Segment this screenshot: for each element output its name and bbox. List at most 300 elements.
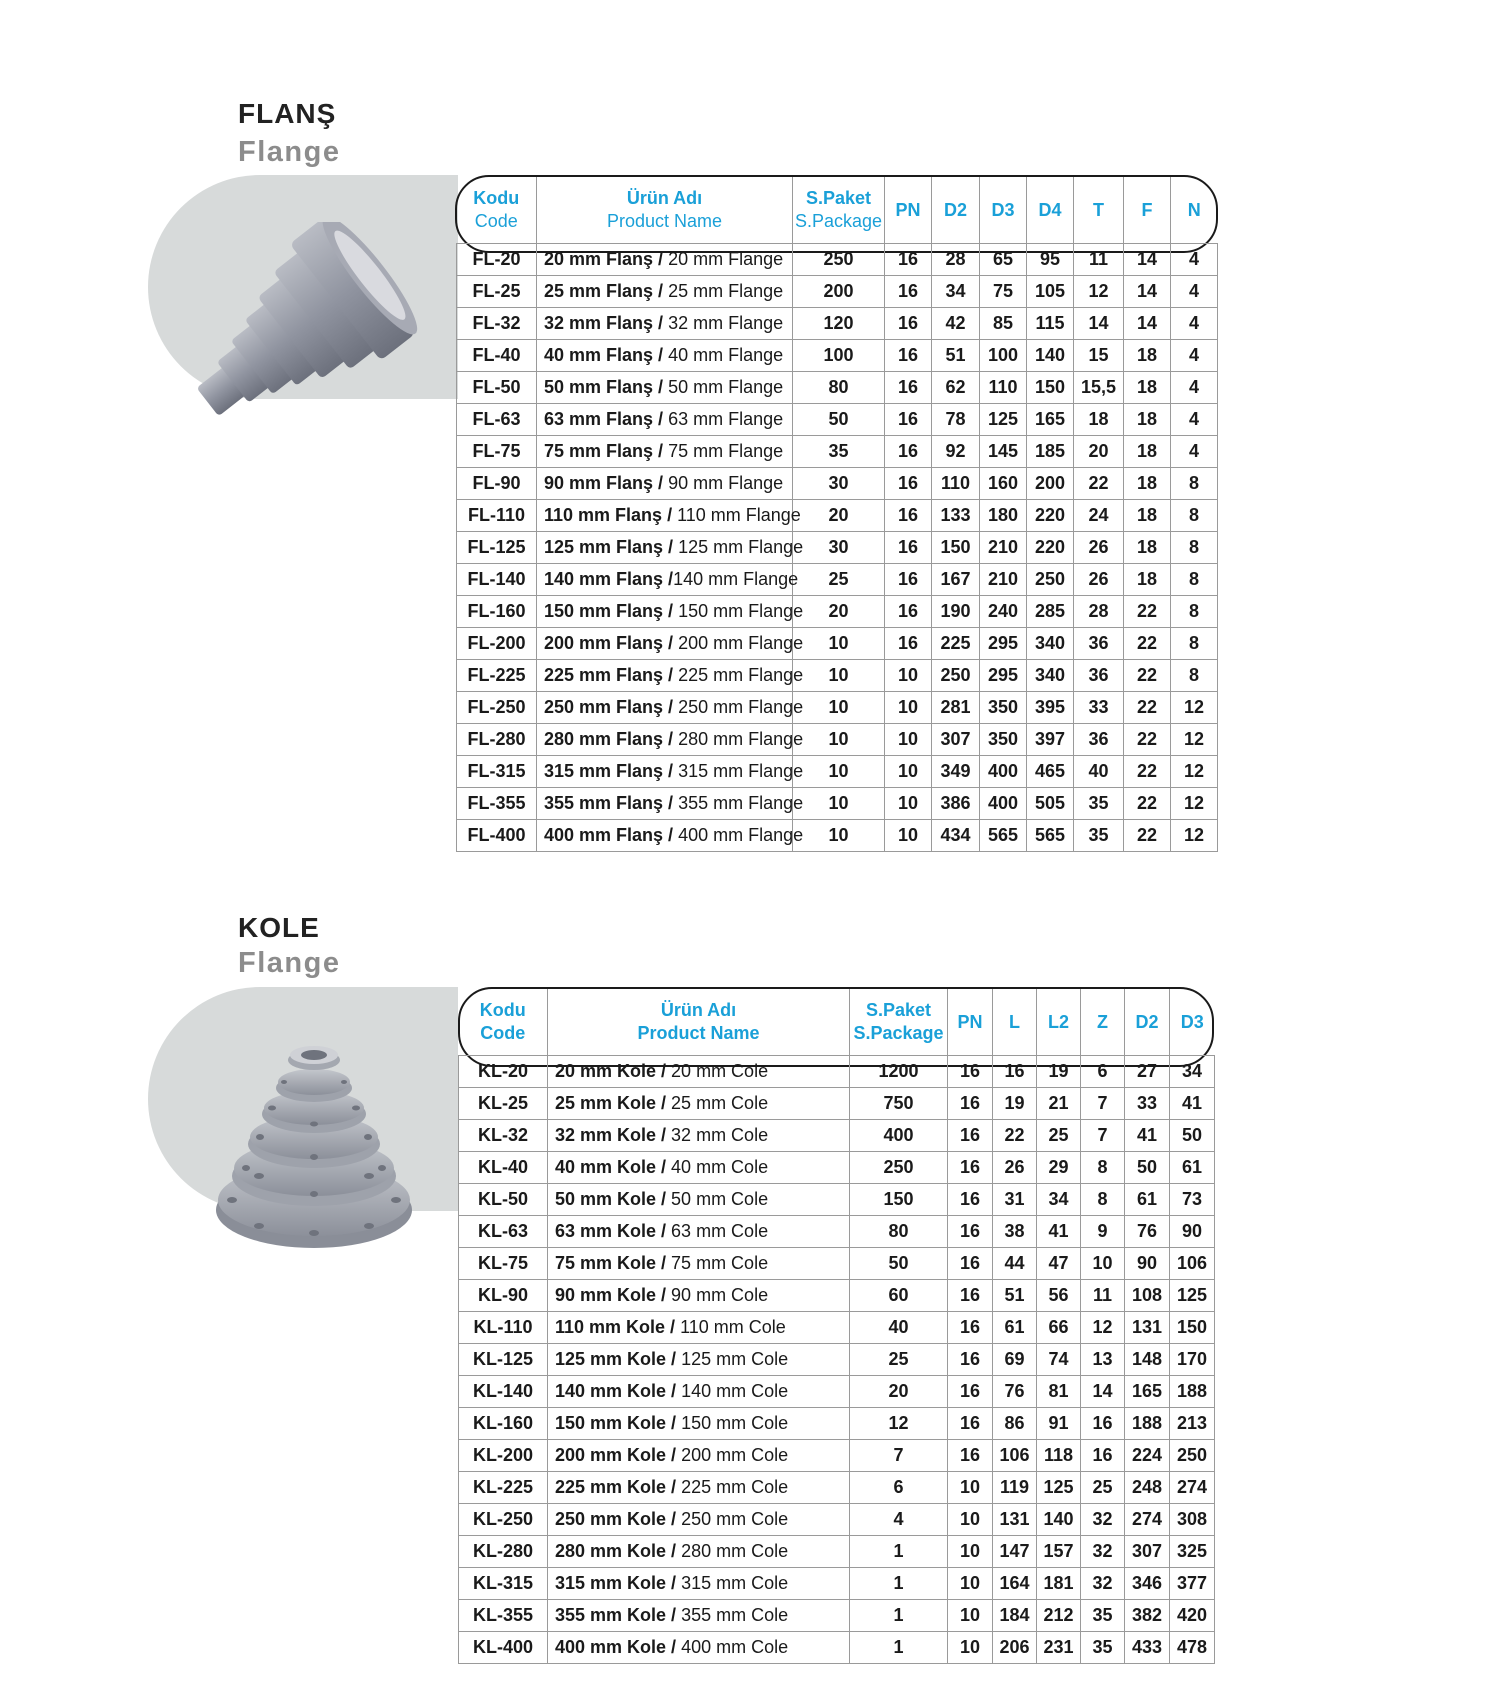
table-cell: 50 — [1125, 1152, 1170, 1184]
table-cell: 250 — [1027, 564, 1074, 596]
product-name-tr: 400 mm Kole / — [555, 1637, 677, 1657]
product-name-tr: 250 mm Flanş / — [544, 697, 674, 717]
table-cell: 15,5 — [1074, 372, 1124, 404]
table-cell: 16 — [948, 1088, 993, 1120]
table-cell: 34 — [932, 276, 980, 308]
table-cell: 18 — [1124, 500, 1171, 532]
table-cell: 181 — [1037, 1568, 1081, 1600]
table-cell: 395 — [1027, 692, 1074, 724]
table-cell: 24 — [1074, 500, 1124, 532]
table-row — [457, 724, 1218, 756]
table-cell: 224 — [1125, 1440, 1170, 1472]
table-cell: 26 — [1074, 532, 1124, 564]
product-name-tr: 110 mm Flanş / — [544, 505, 673, 525]
table-cell: 184 — [993, 1600, 1037, 1632]
table-cell: 8 — [1081, 1152, 1125, 1184]
table-cell: 4 — [1171, 276, 1218, 308]
table-cell: 148 — [1125, 1344, 1170, 1376]
table-cell: 400 — [850, 1120, 948, 1152]
product-name-cell — [548, 1440, 850, 1472]
kole-header-row — [459, 989, 1215, 1056]
column-header — [850, 989, 948, 1056]
product-code-cell: FL-225 — [457, 660, 537, 692]
table-cell: 86 — [993, 1408, 1037, 1440]
table-cell: 206 — [993, 1632, 1037, 1664]
product-name-tr: 20 mm Kole / — [555, 1061, 667, 1081]
table-cell: 22 — [1124, 756, 1171, 788]
table-row — [457, 308, 1218, 340]
table-cell: 33 — [1074, 692, 1124, 724]
table-cell: 16 — [948, 1120, 993, 1152]
table-cell: 22 — [1124, 788, 1171, 820]
product-name-en: 40 mm Flange — [663, 345, 784, 365]
product-name-cell — [537, 244, 793, 276]
column-header — [793, 177, 885, 244]
product-name-en: 40 mm Cole — [666, 1157, 769, 1177]
product-name-cell — [537, 564, 799, 596]
table-cell: 285 — [1027, 596, 1074, 628]
table-cell: 12 — [1074, 276, 1124, 308]
table-row — [459, 1312, 1215, 1344]
product-name-cell — [548, 1152, 850, 1184]
table-cell: 167 — [932, 564, 980, 596]
table-cell: 80 — [850, 1216, 948, 1248]
product-code-cell: FL-40 — [457, 340, 537, 372]
table-row — [457, 564, 1218, 596]
table-row — [459, 1568, 1215, 1600]
table-cell: 478 — [1170, 1632, 1215, 1664]
column-header — [459, 989, 548, 1056]
table-cell: 349 — [932, 756, 980, 788]
product-name-tr: 75 mm Kole / — [555, 1253, 667, 1273]
product-name-en: 200 mm Cole — [676, 1445, 789, 1465]
table-cell: 350 — [980, 724, 1027, 756]
product-name-en: 20 mm Flange — [663, 249, 784, 269]
table-cell: 10 — [793, 724, 885, 756]
product-code-cell: KL-250 — [459, 1504, 548, 1536]
column-header-label: T — [1093, 199, 1104, 220]
table-cell: 210 — [980, 564, 1027, 596]
table-row — [457, 276, 1218, 308]
table-cell: 50 — [793, 404, 885, 436]
table-cell: 110 — [932, 468, 980, 500]
table-cell: 22 — [1124, 660, 1171, 692]
column-header — [993, 989, 1037, 1056]
table-row — [457, 820, 1218, 852]
table-cell: 12 — [1171, 756, 1218, 788]
column-header — [1125, 989, 1170, 1056]
product-name-tr: 20 mm Flanş / — [544, 249, 664, 269]
table-cell: 10 — [948, 1536, 993, 1568]
table-cell: 16 — [948, 1248, 993, 1280]
table-cell: 307 — [932, 724, 980, 756]
table-cell: 35 — [1081, 1632, 1125, 1664]
table-cell: 41 — [1170, 1088, 1215, 1120]
table-cell: 11 — [1074, 244, 1124, 276]
product-name-cell — [548, 1504, 850, 1536]
table-cell: 30 — [793, 468, 885, 500]
table-cell: 41 — [1037, 1216, 1081, 1248]
product-name-cell — [537, 500, 801, 532]
product-name-tr: 50 mm Flanş / — [544, 377, 664, 397]
table-row — [457, 244, 1218, 276]
product-name-tr: 150 mm Flanş / — [544, 601, 674, 621]
table-cell: 400 — [980, 756, 1027, 788]
table-row — [457, 692, 1218, 724]
table-cell: 213 — [1170, 1408, 1215, 1440]
table-cell: 400 — [980, 788, 1027, 820]
product-name-en: 200 mm Flange — [673, 633, 804, 653]
product-name-cell — [537, 724, 804, 756]
column-header — [1124, 177, 1171, 244]
product-name-cell — [548, 1376, 850, 1408]
table-cell: 225 — [932, 628, 980, 660]
product-name-en: 63 mm Flange — [663, 409, 784, 429]
table-cell: 131 — [993, 1504, 1037, 1536]
product-name-tr: 140 mm Flanş / — [544, 569, 674, 589]
table-cell: 274 — [1125, 1504, 1170, 1536]
table-cell: 16 — [948, 1184, 993, 1216]
table-cell: 120 — [793, 308, 885, 340]
table-row — [457, 500, 1218, 532]
table-cell: 74 — [1037, 1344, 1081, 1376]
product-code-cell: FL-355 — [457, 788, 537, 820]
product-name-en: 25 mm Cole — [666, 1093, 769, 1113]
table-cell: 185 — [1027, 436, 1074, 468]
table-row — [459, 1536, 1215, 1568]
table-row — [457, 756, 1218, 788]
table-row — [459, 1184, 1215, 1216]
table-cell: 31 — [993, 1184, 1037, 1216]
flans-table — [456, 177, 1218, 852]
product-code-cell: FL-25 — [457, 276, 537, 308]
table-cell: 397 — [1027, 724, 1074, 756]
table-cell: 16 — [948, 1280, 993, 1312]
product-code-cell: KL-90 — [459, 1280, 548, 1312]
column-header-label: S.Paket — [805, 188, 872, 208]
product-code-cell: FL-250 — [457, 692, 537, 724]
table-cell: 10 — [948, 1472, 993, 1504]
table-cell: 10 — [793, 628, 885, 660]
table-cell: 44 — [993, 1248, 1037, 1280]
column-header-sublabel: S.Package — [794, 211, 883, 231]
product-name-cell — [537, 340, 793, 372]
table-cell: 47 — [1037, 1248, 1081, 1280]
table-cell: 9 — [1081, 1216, 1125, 1248]
table-cell: 25 — [793, 564, 885, 596]
product-code-cell: FL-200 — [457, 628, 537, 660]
product-name-cell — [537, 628, 804, 660]
table-cell: 16 — [885, 628, 932, 660]
table-cell: 34 — [1170, 1056, 1215, 1088]
table-cell: 42 — [932, 308, 980, 340]
table-cell: 250 — [793, 244, 885, 276]
product-name-tr: 40 mm Kole / — [555, 1157, 667, 1177]
table-cell: 36 — [1074, 660, 1124, 692]
product-name-cell — [537, 404, 793, 436]
table-cell: 19 — [993, 1088, 1037, 1120]
kole-subtitle: Flange — [238, 947, 341, 979]
product-code-cell: KL-200 — [459, 1440, 548, 1472]
table-cell: 22 — [1124, 628, 1171, 660]
column-header-label: Kodu — [473, 188, 520, 208]
product-code-cell: KL-280 — [459, 1536, 548, 1568]
table-cell: 11 — [1081, 1280, 1125, 1312]
kole-table — [458, 989, 1215, 1664]
table-cell: 33 — [1125, 1088, 1170, 1120]
table-row — [459, 1216, 1215, 1248]
kole-title: KOLE — [238, 912, 320, 943]
table-cell: 100 — [793, 340, 885, 372]
table-cell: 20 — [1074, 436, 1124, 468]
table-cell: 61 — [1125, 1184, 1170, 1216]
table-cell: 10 — [793, 788, 885, 820]
table-cell: 32 — [1081, 1568, 1125, 1600]
product-code-cell: KL-110 — [459, 1312, 548, 1344]
table-cell: 38 — [993, 1216, 1037, 1248]
table-cell: 118 — [1037, 1440, 1081, 1472]
table-cell: 10 — [885, 788, 932, 820]
table-row — [457, 660, 1218, 692]
product-code-cell: FL-90 — [457, 468, 537, 500]
table-row — [459, 1376, 1215, 1408]
table-cell: 16 — [885, 276, 932, 308]
table-cell: 164 — [993, 1568, 1037, 1600]
table-cell: 377 — [1170, 1568, 1215, 1600]
product-name-cell — [548, 1632, 850, 1664]
table-cell: 10 — [948, 1504, 993, 1536]
table-cell: 16 — [885, 404, 932, 436]
table-cell: 29 — [1037, 1152, 1081, 1184]
column-header — [1171, 177, 1218, 244]
table-cell: 4 — [1171, 308, 1218, 340]
table-row — [457, 628, 1218, 660]
table-cell: 382 — [1125, 1600, 1170, 1632]
column-header — [548, 989, 850, 1056]
table-cell: 22 — [1124, 724, 1171, 756]
table-cell: 18 — [1124, 532, 1171, 564]
table-cell: 8 — [1171, 468, 1218, 500]
column-header — [885, 177, 932, 244]
table-cell: 565 — [1027, 820, 1074, 852]
table-cell: 12 — [850, 1408, 948, 1440]
table-row — [459, 1504, 1215, 1536]
table-cell: 250 — [1170, 1440, 1215, 1472]
product-name-cell — [548, 1056, 850, 1088]
product-name-en: 150 mm Cole — [676, 1413, 789, 1433]
product-name-en: 315 mm Cole — [676, 1573, 789, 1593]
table-cell: 18 — [1074, 404, 1124, 436]
table-cell: 8 — [1171, 532, 1218, 564]
product-name-en: 50 mm Flange — [663, 377, 784, 397]
table-cell: 90 — [1170, 1216, 1215, 1248]
table-cell: 125 — [1170, 1280, 1215, 1312]
table-row — [457, 788, 1218, 820]
table-cell: 18 — [1124, 340, 1171, 372]
table-cell: 13 — [1081, 1344, 1125, 1376]
table-cell: 32 — [1081, 1504, 1125, 1536]
product-name-en: 280 mm Flange — [673, 729, 804, 749]
stacked-flange-discs-icon — [214, 1030, 414, 1255]
product-code-cell: FL-50 — [457, 372, 537, 404]
column-header-label: D3 — [1180, 1011, 1204, 1032]
table-cell: 10 — [793, 660, 885, 692]
table-row — [459, 1120, 1215, 1152]
table-cell: 80 — [793, 372, 885, 404]
table-cell: 14 — [1074, 308, 1124, 340]
product-name-cell — [537, 660, 804, 692]
product-code-cell: KL-75 — [459, 1248, 548, 1280]
column-header — [980, 177, 1027, 244]
table-cell: 61 — [1170, 1152, 1215, 1184]
column-header-label: L2 — [1047, 1011, 1069, 1032]
product-name-en: 32 mm Cole — [666, 1125, 769, 1145]
table-cell: 133 — [932, 500, 980, 532]
table-cell: 18 — [1124, 436, 1171, 468]
table-cell: 4 — [850, 1504, 948, 1536]
table-cell: 36 — [1074, 628, 1124, 660]
table-cell: 16 — [885, 564, 932, 596]
product-name-en: 400 mm Flange — [673, 825, 804, 845]
product-name-cell — [548, 1120, 850, 1152]
product-code-cell: KL-315 — [459, 1568, 548, 1600]
table-cell: 188 — [1170, 1376, 1215, 1408]
table-cell: 465 — [1027, 756, 1074, 788]
table-cell: 307 — [1125, 1536, 1170, 1568]
table-cell: 10 — [793, 692, 885, 724]
column-header-label: D3 — [991, 199, 1015, 220]
product-name-en: 125 mm Cole — [676, 1349, 789, 1369]
product-code-cell: KL-25 — [459, 1088, 548, 1120]
column-header — [932, 177, 980, 244]
product-code-cell: KL-63 — [459, 1216, 548, 1248]
table-cell: 10 — [948, 1600, 993, 1632]
product-name-tr: 110 mm Kole / — [555, 1317, 676, 1337]
table-cell: 150 — [850, 1184, 948, 1216]
table-cell: 51 — [932, 340, 980, 372]
table-cell: 32 — [1081, 1536, 1125, 1568]
product-name-cell — [537, 788, 804, 820]
table-cell: 16 — [948, 1216, 993, 1248]
product-code-cell: KL-125 — [459, 1344, 548, 1376]
table-cell: 210 — [980, 532, 1027, 564]
table-cell: 295 — [980, 660, 1027, 692]
table-cell: 100 — [980, 340, 1027, 372]
table-cell: 147 — [993, 1536, 1037, 1568]
product-name-cell — [548, 1312, 850, 1344]
table-cell: 90 — [1125, 1248, 1170, 1280]
product-name-tr: 400 mm Flanş / — [544, 825, 674, 845]
table-row — [457, 532, 1218, 564]
table-row — [457, 468, 1218, 500]
table-cell: 110 — [980, 372, 1027, 404]
column-header — [1027, 177, 1074, 244]
product-name-cell — [537, 308, 793, 340]
product-code-cell: FL-20 — [457, 244, 537, 276]
table-cell: 231 — [1037, 1632, 1081, 1664]
table-cell: 8 — [1171, 628, 1218, 660]
table-cell: 69 — [993, 1344, 1037, 1376]
product-name-en: 110 mm Cole — [675, 1317, 786, 1337]
table-cell: 16 — [885, 340, 932, 372]
table-cell: 10 — [1081, 1248, 1125, 1280]
table-cell: 62 — [932, 372, 980, 404]
product-code-cell: FL-315 — [457, 756, 537, 788]
table-cell: 434 — [932, 820, 980, 852]
table-cell: 16 — [885, 468, 932, 500]
product-name-cell — [548, 1184, 850, 1216]
table-cell: 16 — [1081, 1440, 1125, 1472]
table-cell: 35 — [793, 436, 885, 468]
table-cell: 14 — [1124, 276, 1171, 308]
column-header-sublabel: Product Name — [637, 1023, 760, 1043]
table-cell: 220 — [1027, 532, 1074, 564]
column-header-sublabel: Code — [480, 1023, 526, 1043]
table-cell: 145 — [980, 436, 1027, 468]
column-header-label: L — [1009, 1011, 1020, 1032]
product-code-cell: FL-63 — [457, 404, 537, 436]
product-name-cell — [537, 436, 793, 468]
table-cell: 12 — [1171, 788, 1218, 820]
product-name-en: 355 mm Cole — [676, 1605, 789, 1625]
table-cell: 27 — [1125, 1056, 1170, 1088]
flans-header-row — [457, 177, 1218, 244]
product-name-cell — [548, 1568, 850, 1600]
table-cell: 1 — [850, 1568, 948, 1600]
table-cell: 51 — [993, 1280, 1037, 1312]
table-cell: 25 — [1081, 1472, 1125, 1504]
product-code-cell: KL-32 — [459, 1120, 548, 1152]
column-header-sublabel: Code — [474, 211, 518, 231]
product-name-tr: 140 mm Kole / — [555, 1381, 677, 1401]
table-cell: 50 — [850, 1248, 948, 1280]
table-cell: 10 — [885, 692, 932, 724]
product-name-tr: 90 mm Kole / — [555, 1285, 667, 1305]
column-header-label: F — [1141, 199, 1153, 220]
table-cell: 10 — [885, 820, 932, 852]
product-name-en: 125 mm Flange — [673, 537, 804, 557]
table-cell: 60 — [850, 1280, 948, 1312]
column-header-label: N — [1187, 199, 1201, 220]
product-name-en: 75 mm Flange — [663, 441, 784, 461]
product-name-tr: 315 mm Kole / — [555, 1573, 677, 1593]
table-cell: 180 — [980, 500, 1027, 532]
product-code-cell: FL-32 — [457, 308, 537, 340]
product-name-cell — [548, 1280, 850, 1312]
table-cell: 16 — [948, 1152, 993, 1184]
table-cell: 19 — [1037, 1056, 1081, 1088]
table-cell: 16 — [885, 532, 932, 564]
table-cell: 75 — [980, 276, 1027, 308]
table-cell: 8 — [1171, 564, 1218, 596]
table-cell: 10 — [885, 724, 932, 756]
table-cell: 7 — [1081, 1088, 1125, 1120]
product-name-tr: 250 mm Kole / — [555, 1509, 677, 1529]
table-cell: 295 — [980, 628, 1027, 660]
table-cell: 12 — [1171, 820, 1218, 852]
table-cell: 1 — [850, 1600, 948, 1632]
table-cell: 12 — [1171, 692, 1218, 724]
product-name-tr: 280 mm Kole / — [555, 1541, 677, 1561]
flans-title: FLANŞ — [238, 98, 337, 129]
table-cell: 12 — [1171, 724, 1218, 756]
product-name-cell — [537, 692, 804, 724]
product-name-tr: 25 mm Kole / — [555, 1093, 667, 1113]
product-name-tr: 200 mm Flanş / — [544, 633, 674, 653]
table-cell: 165 — [1125, 1376, 1170, 1408]
table-row — [457, 404, 1218, 436]
table-cell: 386 — [932, 788, 980, 820]
